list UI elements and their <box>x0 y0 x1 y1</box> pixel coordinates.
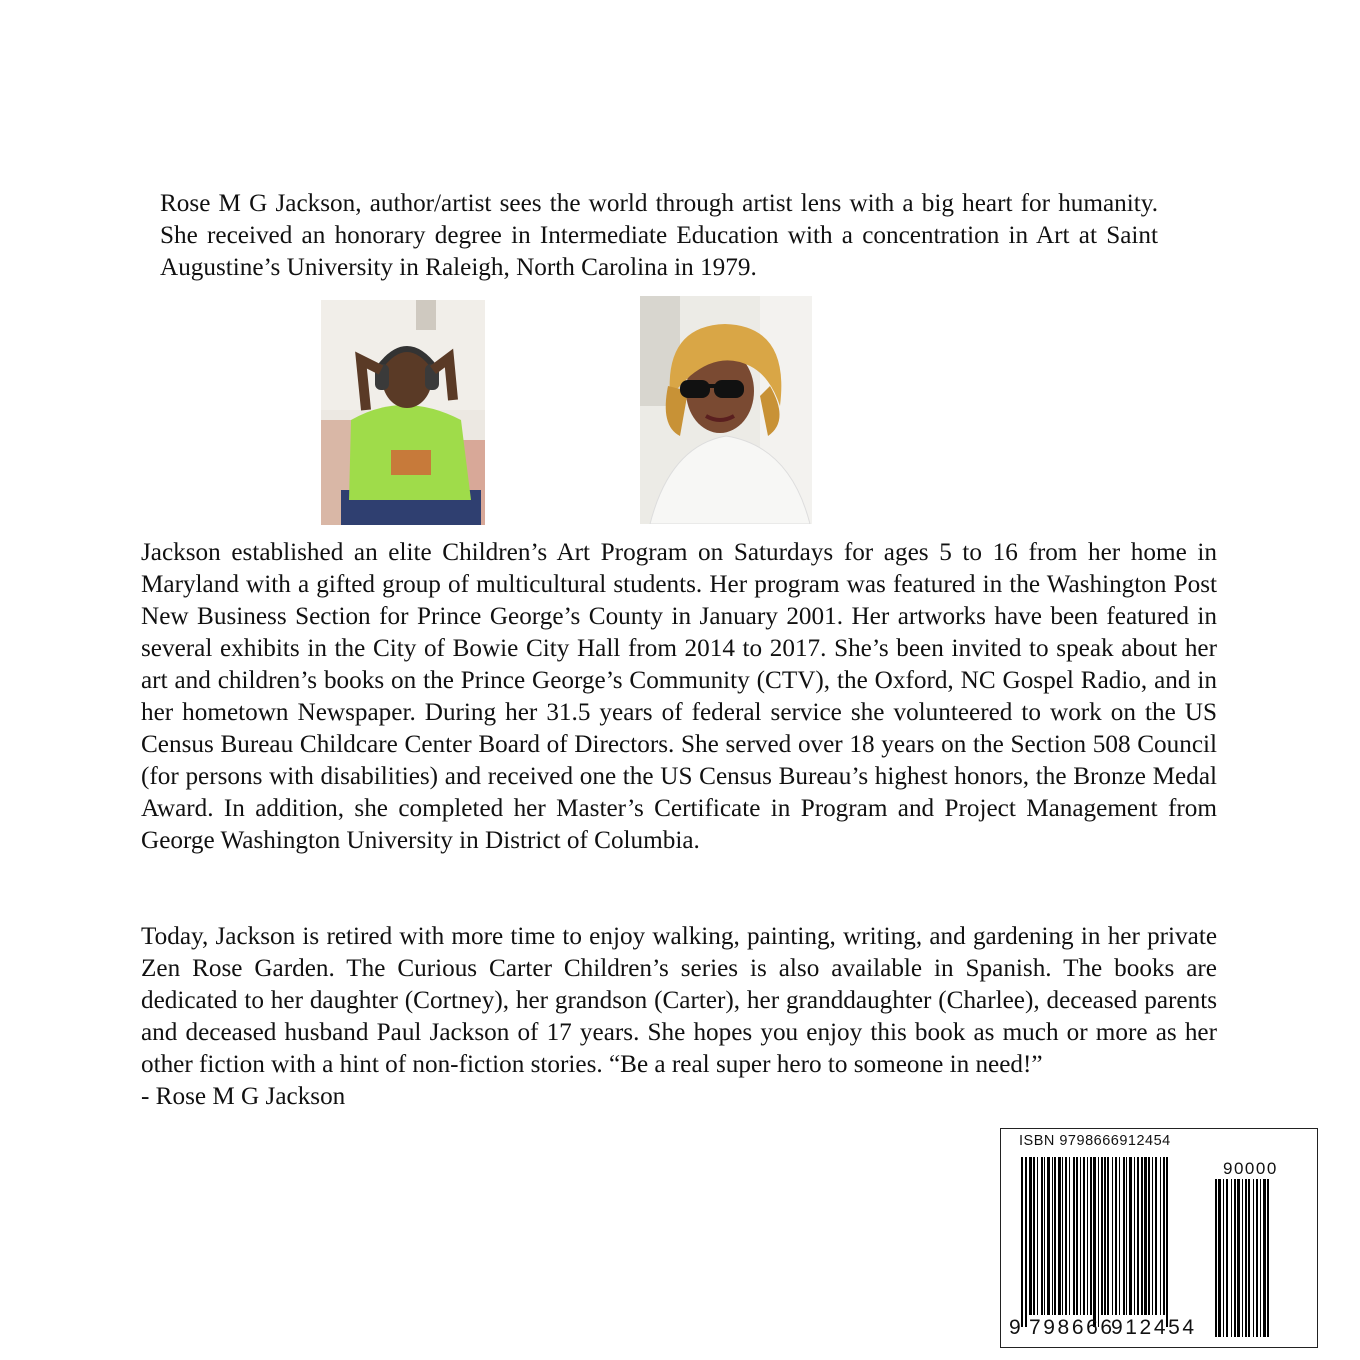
barcode-bar <box>1098 1157 1099 1327</box>
barcode-bar <box>1047 1157 1050 1315</box>
barcode-bar <box>1052 1157 1053 1315</box>
barcode-bar <box>1126 1157 1127 1315</box>
ean-right-digits: 912454 <box>1111 1316 1197 1339</box>
barcode-bar <box>1069 1157 1070 1315</box>
barcode-bar <box>1148 1157 1150 1315</box>
barcode-bar <box>1263 1179 1266 1337</box>
barcode-bar <box>1033 1157 1035 1315</box>
barcode-bar <box>1218 1179 1221 1337</box>
barcode-bar <box>1166 1157 1168 1327</box>
barcode-bar <box>1245 1179 1247 1337</box>
barcode-bar <box>1093 1157 1096 1327</box>
barcode-bar <box>1137 1157 1139 1315</box>
price-code: 90000 <box>1223 1159 1278 1178</box>
barcode-bar <box>1163 1157 1165 1315</box>
barcode-bar <box>1223 1179 1224 1337</box>
barcode-bar <box>1141 1157 1143 1315</box>
ean-digits <box>1001 1316 1201 1346</box>
barcode-bar <box>1134 1157 1135 1315</box>
barcode-bar <box>1029 1157 1032 1315</box>
barcode-bar <box>1234 1179 1236 1337</box>
ean-left-digits: 798666 <box>1029 1316 1115 1339</box>
barcode-bar <box>1155 1157 1157 1315</box>
barcode-bar <box>1080 1157 1081 1315</box>
photo-author-rose-jackson <box>640 296 812 524</box>
barcode-bar <box>1025 1157 1027 1327</box>
barcode-bar <box>1260 1179 1261 1337</box>
signature: - Rose M G Jackson <box>141 1083 346 1110</box>
retirement-paragraph <box>141 921 1217 1113</box>
ean-first-digit: 9 <box>1009 1316 1021 1339</box>
program-paragraph: Jackson established an elite Children’s Art Program on Saturdays for ages 5 to 16 from her home in Maryland with a gifted group of multicultural students. Her program was featured in the Washington Post New Business Section for Prince George’s County in January 2001. Her artworks have been featured in several exhibits in the City of Bowie City Hall from 2014 to 2017. She’s been invited to speak about her art and children’s books on the Prince George’s Community (CTV), the Oxford, NC Gospel Radio, and in her hometown Newspaper. During her 31.5 years of federal service she volunteered to work on the US Census Bureau Childcare Center Board of Directors. She served over 18 years on the Section 508 Council (for persons with disabilities) and received one the US Census Bureau’s highest honors, the Bronze Medal Award. In addition, she completed her Master’s Certificate in Program and Project Management from George Washington University in District of Columbia. <box>141 539 1217 854</box>
barcode-bar <box>1037 1157 1038 1315</box>
barcode-bar <box>1041 1157 1043 1315</box>
barcode-bar <box>1107 1157 1109 1315</box>
barcode-bar <box>1058 1157 1061 1315</box>
barcode-bar <box>1248 1179 1250 1337</box>
barcode-bar <box>1065 1157 1067 1315</box>
barcode-bar <box>1101 1157 1103 1315</box>
barcode-bars <box>1021 1157 1201 1327</box>
barcode-bar <box>1215 1179 1217 1337</box>
barcode-bar <box>1253 1179 1254 1337</box>
barcode-bar <box>1083 1157 1085 1315</box>
barcode-bar <box>1087 1157 1088 1315</box>
barcode-bar <box>1115 1157 1117 1315</box>
barcode-bar <box>1076 1157 1078 1315</box>
isbn-barcode <box>1000 1128 1318 1348</box>
barcode-bar <box>1021 1157 1023 1327</box>
barcode-bar <box>1144 1157 1147 1315</box>
barcode-bar <box>1242 1179 1243 1337</box>
barcode-bar <box>1256 1179 1258 1337</box>
barcode-bar <box>1267 1179 1269 1337</box>
barcode-bar <box>1044 1157 1045 1315</box>
retirement-text: Today, Jackson is retired with more time to enjoy walking, painting, writing, and gardening in her private Zen Rose Garden. The Curious Carter Children’s series is also available in Spanish. The books are dedicated to her daughter (Cortney), her grandson (Carter), her granddaughter (Charlee), deceased parents and deceased husband Paul Jackson of 17 years. She hopes you enjoy this book as much or more as her other fiction with a hint of non-fiction stories. “Be a real super hero to someone in need!” <box>141 923 1217 1078</box>
barcode-bar <box>1104 1157 1106 1315</box>
barcode-bar <box>1073 1157 1075 1315</box>
barcode-bar <box>1054 1157 1056 1315</box>
barcode-bar <box>1129 1157 1132 1315</box>
barcode-bar <box>1123 1157 1125 1315</box>
barcode-bar <box>1237 1179 1240 1337</box>
barcode-bar <box>1062 1157 1063 1315</box>
barcode-bar <box>1231 1179 1232 1337</box>
intro-paragraph: Rose M G Jackson, author/artist sees the world through artist lens with a big heart for humanity. She received an honorary degree in Intermediate Education with a concentration in Art at Saint Augustine’s University in Raleigh, North Carolina in 1979. <box>160 190 1158 281</box>
barcode-addon-bars <box>1215 1179 1303 1337</box>
barcode-bar <box>1119 1157 1120 1315</box>
barcode-bar <box>1112 1157 1113 1315</box>
barcode-bar <box>1152 1157 1153 1315</box>
isbn-label: ISBN 9798666912454 <box>1019 1133 1171 1149</box>
photo-boy-with-headphones <box>321 300 485 525</box>
barcode-bar <box>1226 1179 1228 1337</box>
barcode-bar <box>1160 1157 1161 1315</box>
barcode-bar <box>1090 1157 1092 1315</box>
